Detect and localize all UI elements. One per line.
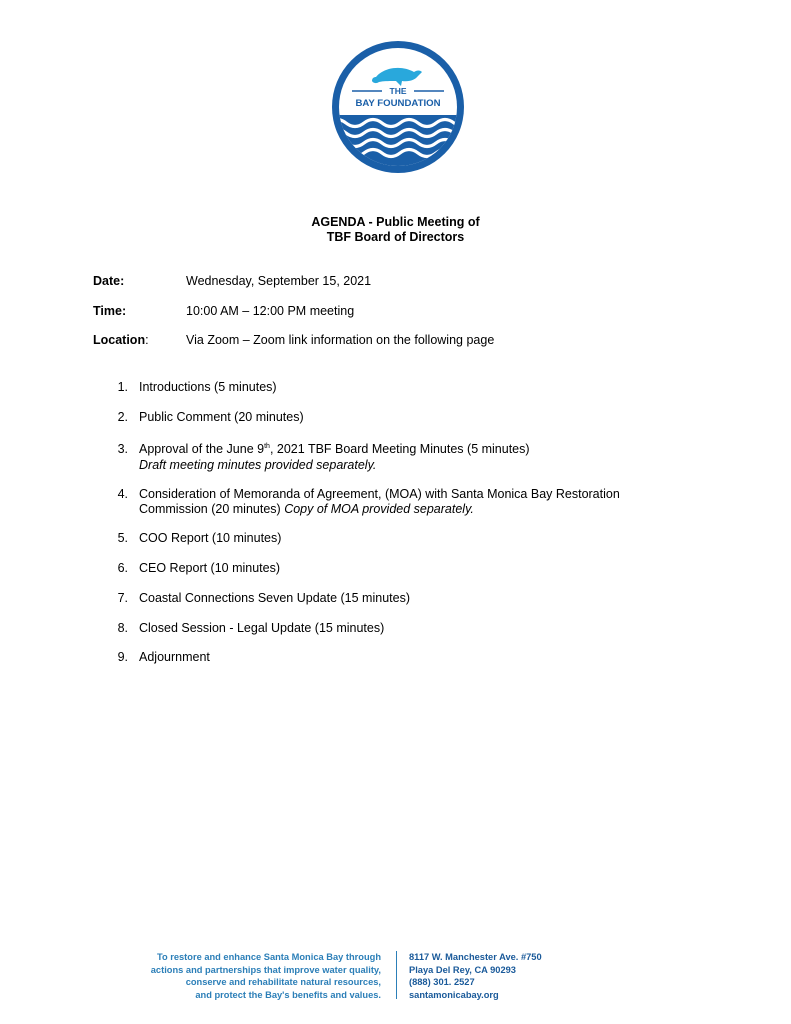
- footer-mission: [151, 951, 381, 1001]
- location-label: Location: [93, 333, 146, 347]
- svg-text:BAY FOUNDATION: BAY FOUNDATION: [355, 98, 441, 109]
- item-number: 5.: [117, 531, 128, 545]
- item-text: COO Report (10 minutes): [139, 531, 282, 545]
- location-colon: :: [145, 333, 149, 347]
- date-value: Wednesday, September 15, 2021: [186, 274, 372, 288]
- item-number: 9.: [117, 650, 128, 664]
- bay-foundation-logo: [328, 37, 468, 177]
- item-number: 1.: [117, 380, 128, 394]
- item-number: 6.: [117, 561, 128, 575]
- address-city: Playa Del Rey, CA 90293: [409, 964, 516, 975]
- agenda-title: AGENDA - Public Meeting of: [311, 215, 480, 229]
- item-text: CEO Report (10 minutes): [139, 561, 281, 575]
- address-street: 8117 W. Manchester Ave. #750: [409, 952, 542, 962]
- item-text: Coastal Connections Seven Update (15 minutes): [139, 591, 410, 605]
- item-text: Introductions (5 minutes): [139, 380, 277, 394]
- item-note: Draft meeting minutes provided separately.: [139, 458, 377, 472]
- item-number: 3.: [117, 442, 128, 456]
- item-text: Consideration of Memoranda of Agreement, (MOA) with Santa Monica Bay Restoration: [139, 487, 620, 501]
- item-number: 7.: [117, 591, 128, 605]
- mission-line: To restore and enhance Santa Monica Bay through: [156, 952, 381, 962]
- item-number: 4.: [117, 487, 128, 501]
- website-link[interactable]: santamonicabay.org: [409, 989, 499, 1000]
- mission-line: and protect the Bay's benefits and values.: [195, 989, 381, 1000]
- svg-text:THE: THE: [389, 86, 407, 96]
- time-value: 10:00 AM – 12:00 PM meeting: [186, 304, 355, 318]
- item-number: 8.: [117, 621, 128, 635]
- item-text-continued: Commission (20 minutes): [139, 502, 285, 516]
- mission-line: actions and partnerships that improve water quality,: [150, 964, 381, 975]
- location-value: Via Zoom – Zoom link information on the following page: [186, 333, 495, 347]
- location-label-wrap: [93, 333, 149, 347]
- agenda-subtitle: TBF Board of Directors: [326, 230, 465, 244]
- item-number: 2.: [117, 410, 128, 424]
- date-label: Date:: [93, 274, 125, 288]
- item-text: Approval of the June 9th, 2021 TBF Board Meeting Minutes (5 minutes): [139, 442, 530, 456]
- item-text: Public Comment (20 minutes): [139, 410, 304, 424]
- item-text: Adjournment: [139, 650, 210, 664]
- time-label: Time:: [93, 304, 127, 318]
- phone-number: (888) 301. 2527: [409, 977, 475, 987]
- mission-line: conserve and rehabilitate natural resources,: [185, 977, 381, 987]
- footer-divider: [396, 951, 397, 999]
- item-note: Copy of MOA provided separately.: [284, 502, 474, 516]
- footer-address: [409, 951, 542, 1001]
- item-text: Closed Session - Legal Update (15 minutes): [139, 621, 385, 635]
- ordinal-suffix: th: [264, 442, 270, 450]
